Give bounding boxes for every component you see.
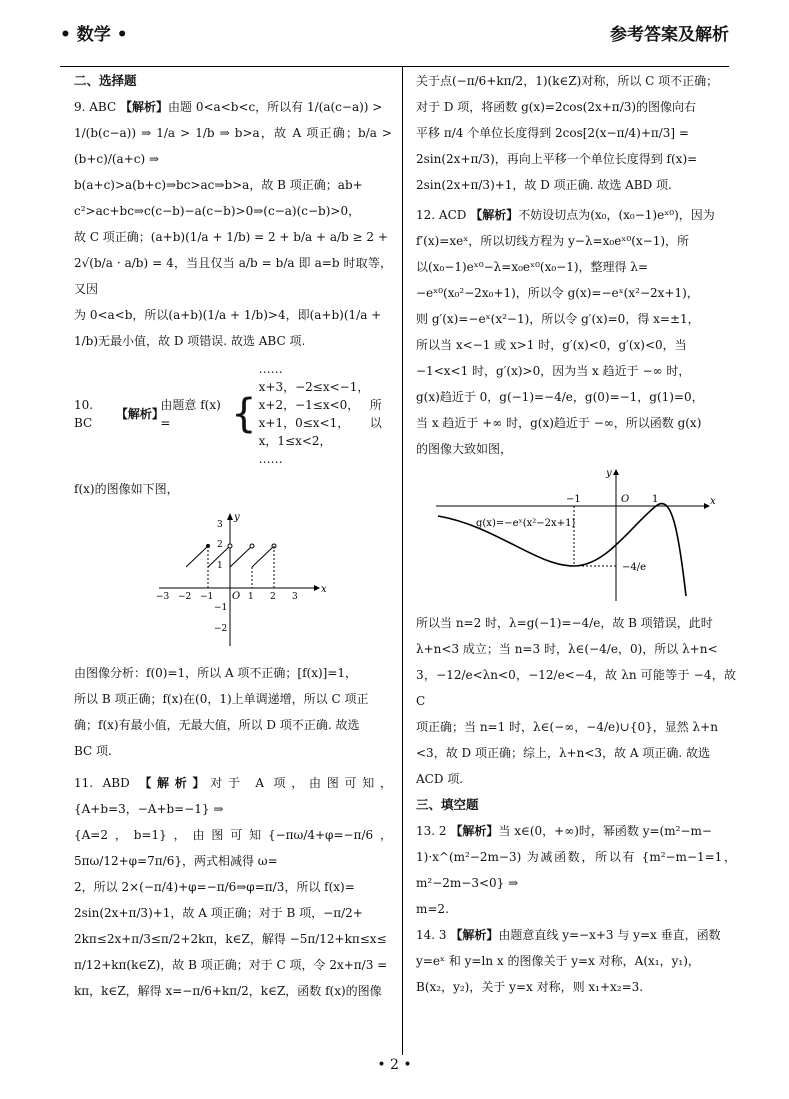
q9-line: b(a+c)>a(b+c)⇒bc>ac⇒b>a，故 B 项正确；ab+ — [74, 178, 363, 192]
q11-line: 2sin(2x+π/3)，再向上平移一个单位长度得到 f(x)= — [416, 152, 698, 166]
q12-line: 项正确；当 n=1 时，λ∈(−∞，−4/e)∪{0}，显然 λ+n — [416, 720, 718, 734]
q12-line: −eˣ⁰(x₀²−2x₀+1)，所以令 g(x)=−eˣ(x²−2x+1)， — [416, 286, 699, 300]
x-axis-arrow-icon — [314, 585, 320, 591]
q12-line: 3，−12/e<λn<0，−12/e<−4，故 λn 可能等于 −4，故 C — [416, 668, 736, 708]
x-tick-one: 1 — [652, 494, 659, 505]
q14-line: y=eˣ 和 y=ln x 的图像关于 y=x 对称，A(x₁，y₁)， — [416, 954, 700, 968]
q10-case: …… — [258, 362, 283, 376]
q11-line: 对于 A 项，由图可知，{A+b=3，−A+b=−1} ⇒ — [74, 776, 392, 816]
q9-line: 由题 0<a<b<c，所以有 1/(a(c−a)) > — [168, 100, 383, 114]
y-tick: 2 — [217, 540, 223, 550]
q10-intro: 由题意 f(x) = — [160, 398, 221, 430]
q12-line: 所以当 x<−1 或 x>1 时，g′(x)<0，g′(x)<0，当 — [416, 338, 687, 352]
graph-segment — [230, 546, 252, 567]
floor-function-graph — [74, 506, 392, 656]
y-axis-arrow-icon — [227, 513, 233, 520]
q12-line: λ+n<3 成立；当 n=3 时，λ∈(−4/e，0)，所以 λ+n< — [416, 642, 718, 656]
question-11 — [74, 770, 392, 1004]
x-axis-label: x — [321, 584, 327, 595]
q11-tag: 【解析】 — [139, 776, 211, 790]
y-tick: −2 — [214, 624, 228, 634]
header-rule — [60, 66, 729, 67]
origin-label: O — [621, 494, 630, 505]
question-12 — [416, 202, 736, 792]
q12-line: 当 x 趋近于 +∞ 时，g(x)趋近于 −∞，所以函数 g(x) — [416, 416, 702, 430]
x-tick: −3 — [156, 592, 170, 602]
q10-case: x+1，0≤x<1， — [258, 416, 350, 430]
q12-line: 所以当 n=2 时，λ=g(−1)=−4/e，故 B 项错误，此时 — [416, 616, 713, 630]
curve-label: g(x)=−eˣ(x²−2x+1) — [476, 518, 576, 529]
x-axis-label: x — [710, 496, 716, 507]
graph-segment — [252, 546, 274, 567]
graph-segment — [186, 546, 208, 567]
q10-line: BC 项. — [74, 744, 112, 758]
q14-line: 由题意直线 y=−x+3 与 y=x 垂直，函数 — [498, 928, 721, 942]
q9-line: 故 C 项正确；(a+b)(1/a + 1/b) = 2 + b/a + a/b ≥ 2 + — [74, 230, 388, 244]
subject-label: • 数学 • — [60, 25, 128, 45]
section-title-fill: 三、填空题 — [416, 797, 479, 812]
y-axis-label: y — [234, 512, 240, 523]
q12-line: 则 g′(x)=−eˣ(x²−1)，所以令 g′(x)=0，得 x=±1， — [416, 312, 700, 326]
left-column — [74, 68, 392, 1004]
section-label: 参考答案及解析 — [610, 25, 729, 45]
q12-line: 以(x₀−1)eˣ⁰−λ=x₀eˣ⁰(x₀−1)，整理得 λ= — [416, 260, 649, 274]
y-tick: 3 — [217, 520, 223, 530]
q12-line: 不妨设切点为(x₀，(x₀−1)eˣ⁰)，因为 — [518, 208, 715, 222]
q10-number: 10. BC — [74, 398, 94, 430]
q14-number: 14. 3 — [416, 928, 447, 942]
q9-number: 9. ABC — [74, 100, 117, 114]
g-function-graph — [416, 466, 736, 606]
brace-icon: { — [231, 391, 257, 437]
x-tick: −2 — [178, 592, 192, 602]
q10-line: 所以 B 项正确；f(x)在(0，1)上单调递增，所以 C 项正 — [74, 692, 369, 706]
q9-line: 1/(b(c−a)) ⇒ 1/a > 1/b ⇒ b>a，故 A 项正确；b/a > (b+c)/(a+c) ⇒ — [74, 126, 392, 166]
y-axis-label: y — [606, 468, 612, 479]
q10-line: 确；f(x)有最小值，无最大值，所以 D 项不正确. 故选 — [74, 718, 360, 732]
q10-case: x，1≤x<2， — [258, 434, 332, 448]
q9-line: 为 0<a<b，所以(a+b)(1/a + 1/b)>4，即(a+b)(1/a + — [74, 308, 382, 322]
q10-case: …… — [258, 452, 283, 466]
x-tick: −1 — [200, 592, 214, 602]
y-tick: −1 — [214, 603, 228, 613]
q9-line: c²>ac+bc⇒c(c−b)−a(c−b)>0⇒(c−a)(c−b)>0， — [74, 204, 361, 218]
q11-line: 2kπ≤2x+π/3≤π/2+2kπ，k∈Z，解得 −5π/12+kπ≤x≤ — [74, 932, 387, 946]
q11-line: π/12+kπ(k∈Z)，故 B 项正确；对于 C 项，令 2x+π/3 = — [74, 958, 388, 972]
q10-case: x+2，−1≤x<0， — [258, 398, 360, 412]
q11-line: 2，所以 2×(−π/4)+φ=−π/6⇒φ=π/3，所以 f(x)= — [74, 880, 355, 894]
x-tick-minus-one: −1 — [566, 494, 581, 505]
q10-case: x+3，−2≤x<−1， — [258, 380, 370, 394]
question-9 — [74, 94, 392, 354]
min-value-label: −4/e — [622, 562, 647, 573]
q11-number: 11. ABD — [74, 776, 130, 790]
q12-line: <3，故 D 项正确；综上，λ+n<3，故 A 项正确. 故选 — [416, 746, 710, 760]
q13-number: 13. 2 — [416, 824, 447, 838]
q13-line: 1)·x^(m²−2m−3) 为减函数，所以有 {m²−m−1=1，m²−2m−3<0} ⇒ — [416, 850, 736, 890]
q9-line: 1/b)无最小值，故 D 项错误. 故选 ABC 项. — [74, 334, 306, 348]
q11-line: {A=2，b=1}，由图可知{−πω/4+φ=−π/6，5πω/12+φ=7π/6}，两式相减得 ω= — [74, 828, 392, 868]
page-number: • 2 • — [377, 1057, 412, 1073]
q13-line: m=2. — [416, 902, 449, 916]
q12-number: 12. ACD — [416, 208, 467, 222]
q12-line: 的图像大致如图， — [416, 442, 513, 456]
y-tick: 1 — [217, 561, 223, 571]
origin-label: O — [232, 591, 241, 602]
section-title-choice: 二、选择题 — [74, 73, 137, 88]
graph-point — [228, 544, 232, 548]
q11-line: kπ，k∈Z，解得 x=−π/6+kπ/2，k∈Z，函数 f(x)的图像 — [74, 984, 382, 998]
q12-line: f′(x)=xeˣ，所以切线方程为 y−λ=x₀eˣ⁰(x−1)，所 — [416, 234, 690, 248]
q12-line: ACD 项. — [416, 772, 464, 786]
x-tick: 1 — [248, 592, 254, 602]
question-13 — [416, 818, 736, 922]
graph-point — [250, 544, 254, 548]
q11-line: 2sin(2x+π/3)+1，故 A 项正确；对于 B 项，−π/2+ — [74, 906, 363, 920]
q9-tag: 【解析】 — [119, 100, 168, 114]
q9-line: 2√(b/a · a/b) = 4，当且仅当 a/b = b/a 即 a=b 时取等，又因 — [74, 256, 392, 296]
q10-fig-caption: f(x)的图像如下图， — [74, 482, 179, 496]
column-divider — [402, 66, 403, 1055]
q12-tag: 【解析】 — [470, 208, 519, 222]
q11-line: 2sin(2x+π/3)+1，故 D 项正确. 故选 ABD 项. — [416, 178, 672, 192]
q13-tag: 【解析】 — [450, 824, 499, 838]
question-10 — [74, 360, 392, 764]
q11-line: 平移 π/4 个单位长度得到 2cos[2(x−π/4)+π/3] = — [416, 126, 689, 140]
right-column — [416, 68, 736, 1000]
q10-suffix: 所以 — [369, 398, 382, 430]
x-tick: 2 — [270, 592, 276, 602]
y-axis-arrow-icon — [613, 469, 619, 475]
page-header — [60, 20, 729, 45]
q12-line: g(x)趋近于 0，g(−1)=−4/e，g(0)=−1，g(1)=0， — [416, 390, 704, 404]
q11-line: 关于点(−π/6+kπ/2，1)(k∈Z)对称，所以 C 项不正确； — [416, 74, 719, 88]
q13-line: 当 x∈(0，+∞)时，幂函数 y=(m²−m− — [498, 824, 712, 838]
q12-line: −1<x<1 时，g′(x)>0，因为当 x 趋近于 −∞ 时， — [416, 364, 691, 378]
q10-tag: 【解析】 — [115, 407, 164, 421]
question-11-continued — [416, 68, 736, 198]
q11-line: 对于 D 项，将函数 g(x)=2cos(2x+π/3)的图像向右 — [416, 100, 697, 114]
q10-line: 由图像分析：f(0)=1，所以 A 项不正确；[f(x)]=1， — [74, 666, 358, 680]
question-14 — [416, 922, 736, 1000]
x-tick: 3 — [292, 592, 298, 602]
q14-tag: 【解析】 — [450, 928, 499, 942]
q14-line: B(x₂，y₂)，关于 y=x 对称，则 x₁+x₂=3. — [416, 980, 644, 994]
